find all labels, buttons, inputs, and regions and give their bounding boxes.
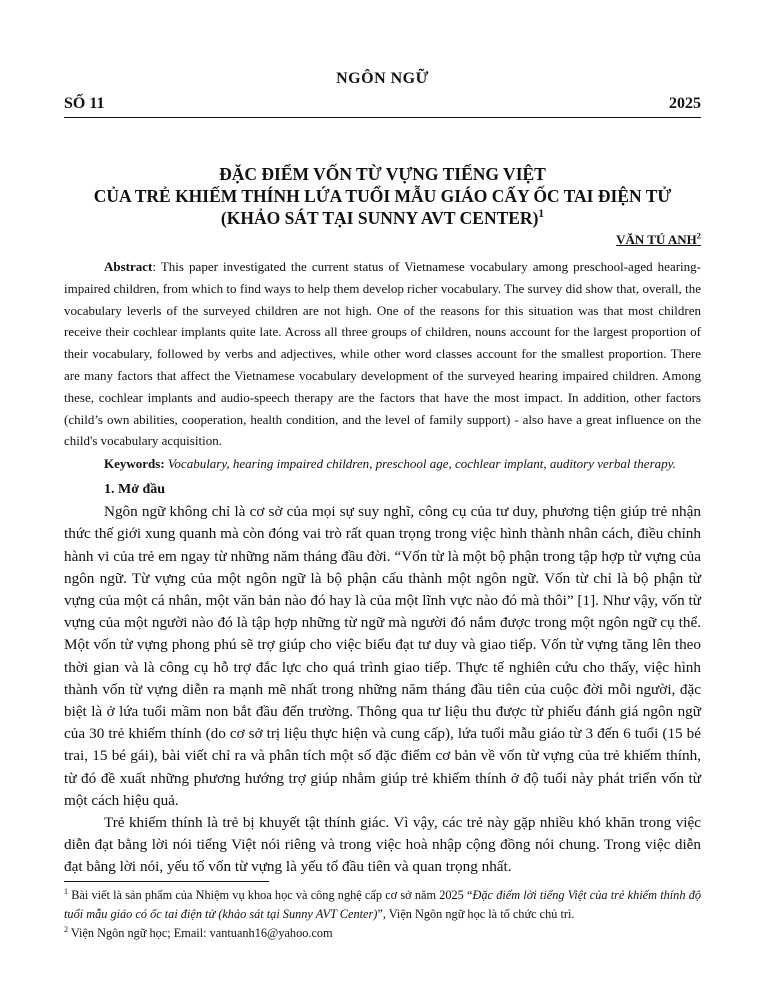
footnote-1	[64, 886, 701, 924]
footnote-2-text: Viện Ngôn ngữ học; Email: vantuanh16@yahoo.com	[68, 926, 333, 940]
article-title	[64, 163, 701, 229]
author-name	[616, 232, 701, 247]
footnote-1-pre: Bài viết là sản phẩm của Nhiệm vụ khoa học và công nghệ cấp cơ sở năm 2025 “	[68, 888, 473, 902]
section-heading: 1. Mở đầu	[104, 482, 166, 498]
abstract	[64, 256, 701, 452]
keywords	[64, 453, 701, 474]
footnote-2	[64, 924, 701, 943]
issue-year: 2025	[669, 95, 701, 112]
footnote-2-mark: 2	[64, 924, 68, 934]
title-footnote-mark[interactable]: 1	[538, 208, 545, 221]
author-footnote-mark[interactable]: 2	[696, 230, 701, 241]
title-line-2: CỦA TRẺ KHIẾM THÍNH LỨA TUỔI MẪU GIÁO CẤY ỐC TAI ĐIỆN TỬ	[93, 186, 672, 206]
abstract-label: Abstract	[104, 259, 153, 274]
title-line-3-text: (KHẢO SÁT TẠI SUNNY AVT CENTER)	[220, 208, 539, 228]
body-paragraph-2: Trẻ khiếm thính là trẻ bị khuyết tật thính giác. Vì vậy, các trẻ này gặp nhiều khó khăn trong việc diễn đạt bằng lời nói tiếng Việt nói riêng và trong việc hoà nhập cộng đồng nói chung. Trong việc diễn đạt bằng lời nói, yếu tố vốn từ vựng là yếu tố đầu tiên và quan trọng nhất.	[64, 814, 701, 876]
title-line-3	[64, 207, 701, 229]
keywords-label: Keywords:	[104, 456, 165, 472]
footnote-divider	[64, 881, 269, 882]
issue-number: SỐ 11	[64, 95, 105, 112]
footnote-1-mark: 1	[64, 886, 68, 896]
issue-header	[64, 95, 701, 118]
footnotes	[64, 886, 701, 943]
author	[64, 232, 701, 248]
body-paragraph-1: Ngôn ngữ không chỉ là cơ sở của mọi sự suy nghĩ, công cụ của tư duy, phương tiện giúp trẻ nhận thức thế giới xung quanh mà còn đóng vai trò rất quan trọng trong việc hình thành nhân cách, điều chỉnh hành vi của trẻ em ngay từ những năm tháng đầu đời. “Vốn từ là một bộ phận trong tập hợp từ vựng của ngôn ngữ. Từ vựng của một ngôn ngữ là bộ phận cấu thành một ngôn ngữ. Vốn từ chỉ là bộ phận từ vựng của một cá nhân, một văn bản nào đó hay là của một lĩnh vực nào đó mà thôi” [1]. Như vậy, vốn từ vựng của một người nào đó là tập hợp những từ ngữ mà người đó nắm được trong một ngôn ngữ cụ thể. Một vốn từ vựng phong phú sẽ trợ giúp cho việc biểu đạt tư duy và giao tiếp. Vốn từ vựng tăng lên theo thời gian và là công cụ hỗ trợ đắc lực cho quá trình giao tiếp. Thực tế nghiên cứu cho thấy, việc hình thành vốn từ vựng diễn ra mạnh mẽ nhất trong những năm tháng đầu tiên của cuộc đời mỗi người, đặc biệt là ở lứa tuổi mầm non bắt đầu đến trường. Thông qua tư liệu thu được từ phiếu đánh giá ngôn ngữ của 30 trẻ khiếm thính (do cơ sở trị liệu thực hiện và cung cấp), lứa tuổi mẫu giáo từ 3 đến 6 tuổi (15 bé trai, 15 bé gái), bài viết chỉ ra và phân tích một số đặc điểm cơ bản về vốn từ vựng của trẻ khiếm thính, từ đó đề xuất những phương hướng trợ giúp nhằm giúp trẻ khiếm thính ở độ tuổi này phát triển vốn từ một cách hiệu quả.	[64, 503, 701, 809]
author-name-text: VĂN TÚ ANH	[616, 232, 697, 247]
footnote-1-post: ”, Viện Ngôn ngữ học là tổ chức chủ trì.	[377, 907, 575, 921]
title-line-1: ĐẶC ĐIỂM VỐN TỪ VỰNG TIẾNG VIỆT	[219, 164, 546, 184]
journal-name: NGÔN NGỮ	[336, 70, 429, 87]
abstract-text: : This paper investigated the current status of Vietnamese vocabulary among preschool-aged hearing-impaired children, from which to find ways to help them develop richer vocabulary. The survey did show that, overall, the vocabulary leverls of the surveyed children are not high. One of the reasons for this situation was that most children receive their cochlear implants quite late. Across all three groups of children, nouns account for the largest proportion of their vocabulary, followed by verbs and adjectives, while other word classes account for the smallest proportion. There are many factors that affect the Vietnamese vocabulary development of the surveyed hearing impaired children. Among these, cochlear implants and audio-speech therapy are the factors that have the most impact. In addition, other factors (child’s own abilities, cooperation, health condition, and the level of family support) - also have a great influence on the child's vocabulary acquisition.	[64, 259, 701, 449]
keywords-text: Vocabulary, hearing impaired children, preschool age, cochlear implant, auditory verbal therapy.	[164, 456, 676, 472]
footnote-1-title: Đặc điểm lời tiếng Việt của trẻ khiếm thính độ tuổi mẫu giáo có ốc tai điện tử (khảo sát tại Sunny AVT Center)	[64, 888, 701, 921]
